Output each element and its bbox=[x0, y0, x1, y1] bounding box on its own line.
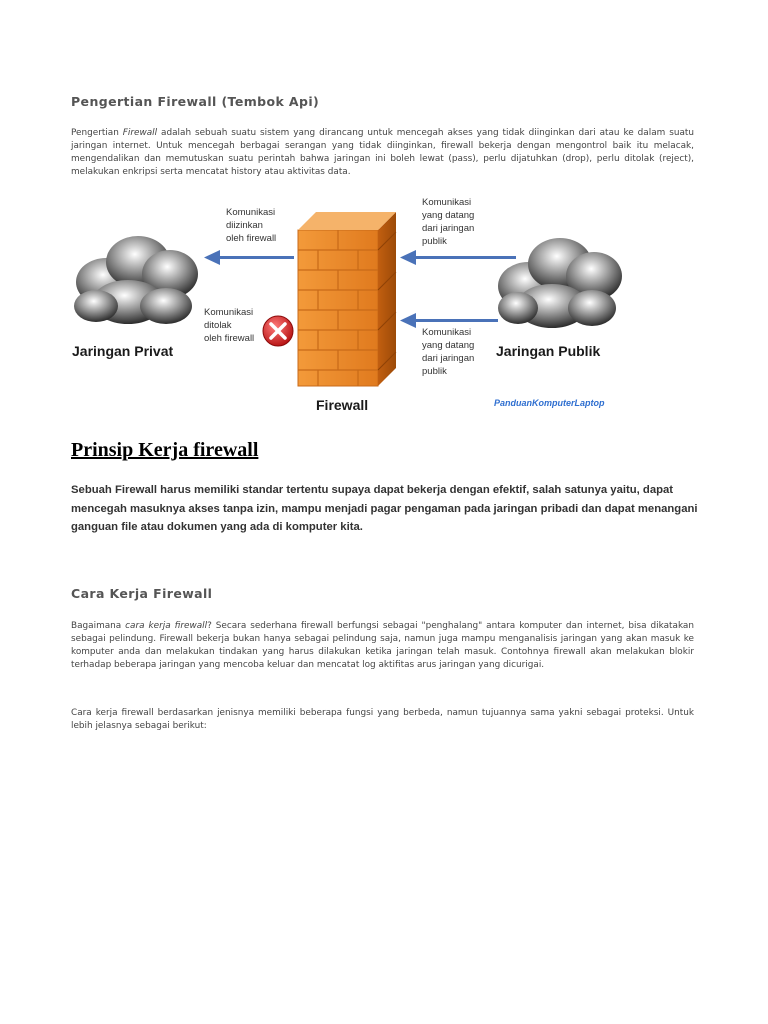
emphasis-firewall: Firewall bbox=[122, 128, 158, 138]
reject-x-icon bbox=[263, 316, 293, 346]
cloud-icon-public bbox=[498, 238, 622, 328]
watermark-text: PanduanKomputerLaptop bbox=[494, 398, 605, 408]
section-heading-cara-kerja: Cara Kerja Firewall bbox=[71, 586, 213, 601]
label-private-network: Jaringan Privat bbox=[72, 343, 174, 359]
paragraph-cara-kerja-2: Cara kerja firewall berdasarkan jenisnya memiliki beberapa fungsi yang berbeda, namun tujuannya sama yakni sebagai proteksi. Untuk lebih jelasnya sebagai berikut: bbox=[71, 708, 694, 731]
arrow-left-icon-allowed bbox=[204, 250, 294, 265]
firewall-diagram-svg bbox=[66, 190, 646, 420]
section-heading-prinsip: Prinsip Kerja firewall bbox=[71, 439, 259, 461]
arrow-left-icon-incoming-top bbox=[400, 250, 516, 265]
paragraph-pengertian bbox=[71, 127, 694, 179]
arrow-left-icon-incoming-bottom bbox=[400, 313, 498, 328]
text-span: ? Secara sederhana firewall berfungsi sebagai "penghalang" antara komputer dan internet, bisa dikatakan sebagai pelindung. Firewall bekerja bukan hanya sebagai pelindung saja, namun juga mampu menganalisis jaringan yang akan masuk ke komputer anda dan melakukan tindakan yang harus dilakukan ketika jaringan telah masuk. Contohnya firewall akan melakukan blokir terhadap beberapa jaringan yang mencoba keluar dan mencatat log aktifitas arus jaringan yang dicurigai. bbox=[71, 621, 694, 670]
cloud-icon-private bbox=[74, 236, 198, 324]
label-public-network: Jaringan Publik bbox=[496, 343, 601, 359]
emphasis-cara-kerja: cara kerja firewall bbox=[125, 621, 208, 631]
section-heading-pengertian: Pengertian Firewall (Tembok Api) bbox=[71, 94, 320, 109]
label-firewall: Firewall bbox=[316, 397, 369, 413]
text-span: Bagaimana bbox=[71, 621, 126, 631]
text-span: Pengertian bbox=[71, 128, 123, 138]
firewall-diagram bbox=[66, 190, 646, 420]
label-rejected: Komunikasi ditolak oleh firewall bbox=[204, 307, 255, 344]
text-span: adalah sebuah suatu sistem yang dirancang untuk mencegah akses yang tidak diinginkan dari atau ke dalam suatu jaringan internet. Untuk mencegah berbagai serangan yang tidak diinginkan, firewall bekerja dengan mengontrol baik itu melacak, mengendalikan dan memutuskan suatu perintah bahwa jaringan ini boleh lewat (pass), perlu dijatuhkan (drop), perlu ditolak (reject), melakukan enkripsi serta mencatat history atau aktivitas data. bbox=[71, 128, 694, 177]
label-incoming-bottom: Komunikasi yang datang dari jaringan publik bbox=[422, 327, 475, 377]
label-allowed: Komunikasi diizinkan oleh firewall bbox=[226, 207, 277, 244]
paragraph-prinsip: Sebuah Firewall harus memiliki standar tertentu supaya dapat bekerja dengan efektif, salah satunya yaitu, dapat mencegah masuknya akses tanpa izin, mampu menjadi pagar pengaman pada jaringan pribadi dan dapat menangani ganguan file atau dokumen yang ada di komputer kita. bbox=[71, 484, 698, 533]
paragraph-cara-kerja-1 bbox=[71, 620, 694, 672]
brick-wall-icon bbox=[298, 212, 396, 386]
label-incoming-top: Komunikasi yang datang dari jaringan publik bbox=[422, 197, 475, 247]
